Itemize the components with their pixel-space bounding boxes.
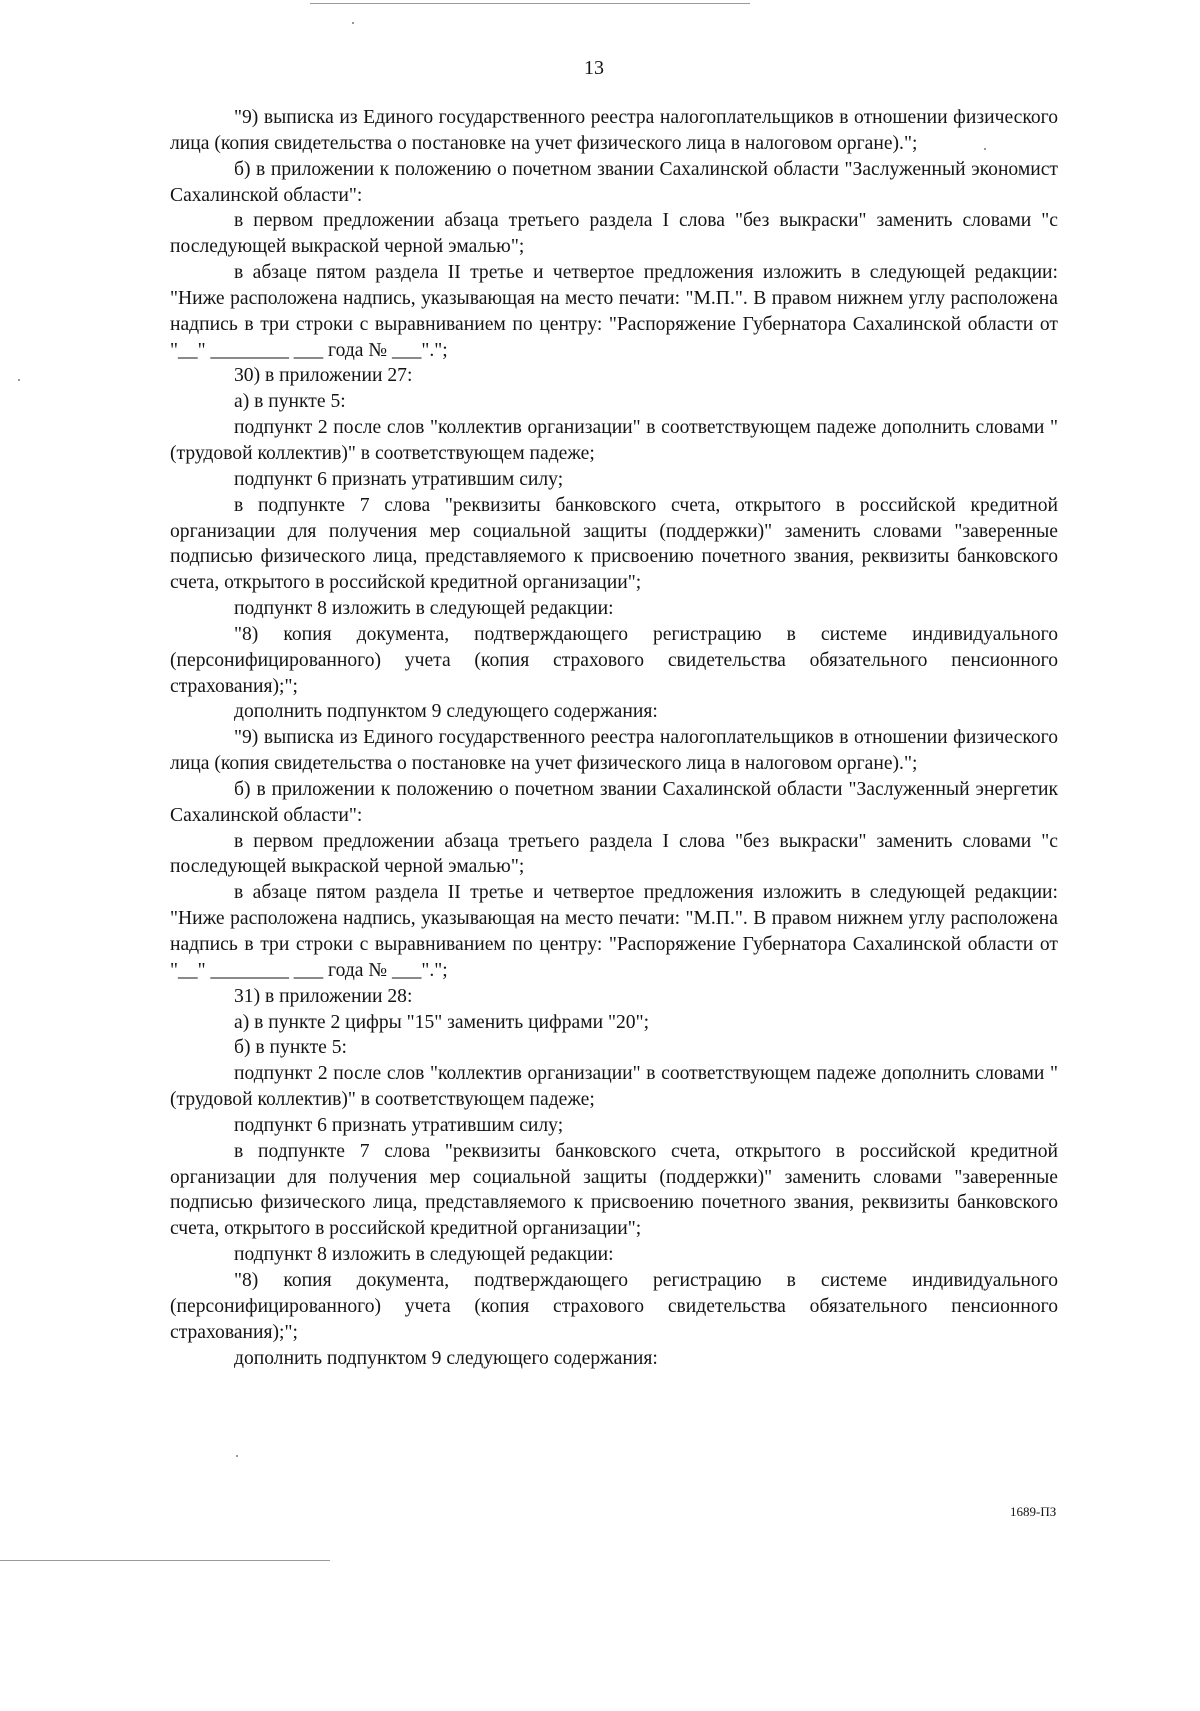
paragraph: в подпункте 7 слова "реквизиты банковского счета, открытого в российской кредитной организации для получения мер социальной защиты (поддержки)" заменить словами "заверенные подписью физического лица, представляемого к присвоению почетного звания, реквизиты банковского счета, открытого в российской кредитной организации"; bbox=[170, 1140, 1058, 1240]
document-body bbox=[170, 105, 1058, 1371]
document-code: 1689-ПЗ bbox=[1010, 1504, 1057, 1519]
paragraph: подпункт 2 после слов "коллектив организации" в соответствующем падеже дополнить словами "(трудовой коллектив)" в соответствующем падеже; bbox=[170, 417, 1058, 464]
paragraph: подпункт 6 признать утратившим силу; bbox=[234, 468, 564, 490]
paragraph: "9) выписка из Единого государственного реестра налогоплательщиков в отношении физического лица (копия свидетельства о постановке на учет физического лица в налоговом органе)."; bbox=[170, 727, 1058, 775]
paragraph: а) в пункте 5: bbox=[234, 391, 346, 413]
paragraph: "9) выписка из Единого государственного реестра налогоплательщиков в отношении физического лица (копия свидетельства о постановке на учет физического лица в налоговом органе)."; bbox=[170, 107, 1058, 154]
scan-speck bbox=[236, 1455, 238, 1457]
paragraph: подпункт 6 признать утратившим силу; bbox=[234, 1114, 564, 1136]
paragraph: в первом предложении абзаца третьего раздела I слова "без выкраски" заменить словами "с последующей выкраской черной эмалью"; bbox=[170, 830, 1058, 878]
paragraph: б) в приложении к положению о почетном звании Сахалинской области "Заслуженный энергетик Сахалинской области": bbox=[170, 778, 1058, 826]
page-number: 13 bbox=[584, 57, 604, 79]
paragraph: подпункт 2 после слов "коллектив организации" в соответствующем падеже дополнить словами "(трудовой коллектив)" в соответствующем падеже; bbox=[170, 1063, 1058, 1111]
paragraph: "8) копия документа, подтверждающего регистрацию в системе индивидуального (персонифицированного) учета (копия страхового свидетельства обязательного пенсионного страхования);"; bbox=[170, 1269, 1058, 1343]
paragraph: в абзаце пятом раздела II третье и четвертое предложения изложить в следующей редакции: "Ниже расположена надпись, указывающая на место печати: "М.П.". В правом нижнем углу расположена надпись в три строки с выравниванием по центру: "Распоряжение Губернатора Сахалинской области от "__" ________ ___ года № ___"."; bbox=[170, 262, 1058, 361]
scan-edge-bottom bbox=[0, 1560, 330, 1561]
paragraph: б) в пункте 5: bbox=[234, 1037, 347, 1059]
paragraph: подпункт 8 изложить в следующей редакции: bbox=[234, 1244, 614, 1266]
paragraph: дополнить подпунктом 9 следующего содержания: bbox=[234, 1347, 658, 1369]
scan-speck bbox=[352, 22, 354, 24]
paragraph: в подпункте 7 слова "реквизиты банковского счета, открытого в российской кредитной организации для получения мер социальной защиты (поддержки)" заменить словами "заверенные подписью физического лица, представляемого к присвоению почетного звания, реквизиты банковского счета, открытого в российской кредитной организации"; bbox=[170, 494, 1058, 594]
paragraph: подпункт 8 изложить в следующей редакции: bbox=[234, 598, 614, 620]
paragraph: в абзаце пятом раздела II третье и четвертое предложения изложить в следующей редакции: "Ниже расположена надпись, указывающая на место печати: "М.П.". В правом нижнем углу расположена надпись в три строки с выравниванием по центру: "Распоряжение Губернатора Сахалинской области от "__" ________ ___ года № ___"."; bbox=[170, 882, 1058, 981]
paragraph: а) в пункте 2 цифры "15" заменить цифрами "20"; bbox=[234, 1011, 650, 1033]
paragraph: 30) в приложении 27: bbox=[234, 365, 413, 387]
scan-speck bbox=[18, 379, 20, 381]
paragraph: 31) в приложении 28: bbox=[234, 985, 413, 1007]
paragraph: "8) копия документа, подтверждающего регистрацию в системе индивидуального (персонифицированного) учета (копия страхового свидетельства обязательного пенсионного страхования);"; bbox=[170, 623, 1058, 697]
paragraph: б) в приложении к положению о почетном звании Сахалинской области "Заслуженный экономист Сахалинской области": bbox=[170, 158, 1058, 206]
paragraph: дополнить подпунктом 9 следующего содержания: bbox=[234, 701, 658, 723]
paragraph: в первом предложении абзаца третьего раздела I слова "без выкраски" заменить словами "с последующей выкраской черной эмалью"; bbox=[170, 210, 1058, 258]
scan-edge-top bbox=[310, 3, 750, 4]
